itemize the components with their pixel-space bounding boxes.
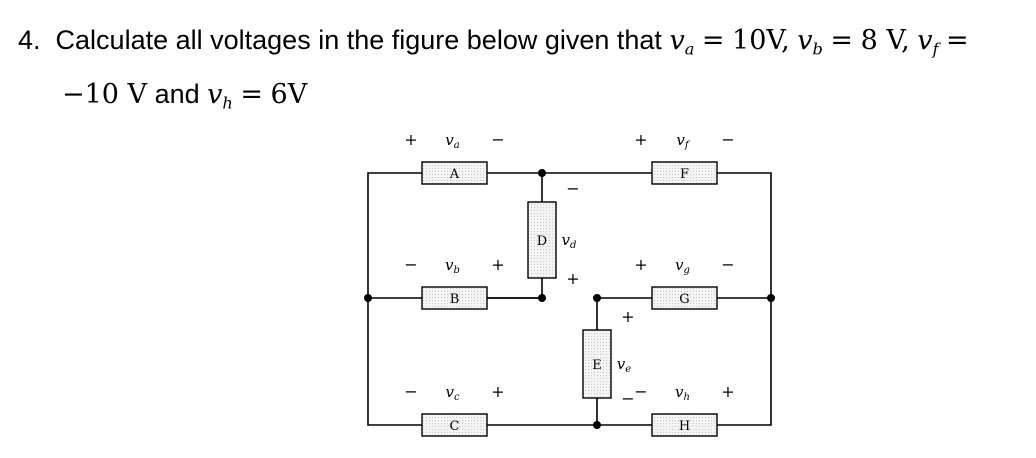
va-symbol: v xyxy=(669,25,685,56)
and-word: and xyxy=(154,78,200,109)
element-e xyxy=(583,307,635,408)
element-d xyxy=(528,179,580,288)
problem-text: Calculate all voltages in the figure below given that xyxy=(55,25,662,55)
node-center-left xyxy=(538,294,546,302)
voltage-label-e: $v_e$ xyxy=(616,355,632,375)
vb-value: 8 V xyxy=(860,25,902,56)
element-g xyxy=(634,255,734,309)
element-h-label: H xyxy=(678,419,691,434)
element-a xyxy=(404,130,504,184)
wire-center xyxy=(487,298,597,425)
vb-sub: b xyxy=(812,39,823,59)
element-d-label: D xyxy=(536,234,548,249)
element-b-label: B xyxy=(449,292,460,307)
element-f-right-sign: − xyxy=(721,130,735,149)
node-center-right xyxy=(593,294,601,302)
va-value: 10V xyxy=(732,25,782,56)
element-a-right-sign: − xyxy=(491,130,505,149)
element-c xyxy=(404,382,504,436)
voltage-label-g: $v_g$ xyxy=(675,256,690,276)
element-f-label: F xyxy=(679,167,690,182)
element-e-label: E xyxy=(592,358,602,373)
element-d-top-sign: − xyxy=(566,179,580,198)
voltage-label-c: $v_c$ xyxy=(445,383,460,403)
va-sub: a xyxy=(684,39,695,59)
element-a-left-sign: + xyxy=(404,130,418,149)
comma: , xyxy=(901,25,910,56)
voltage-label-h: $v_h$ xyxy=(675,383,690,403)
vf-sub: f xyxy=(932,39,939,59)
eq-sign: = xyxy=(830,25,854,56)
element-e-bottom-sign: − xyxy=(621,389,635,408)
eq-sign: = xyxy=(240,78,263,110)
voltage-label-a: $v_a$ xyxy=(445,131,460,151)
element-g-label: G xyxy=(679,292,690,307)
eq-sign: = xyxy=(946,25,969,56)
node-bottom xyxy=(593,421,601,429)
comma: , xyxy=(781,25,790,56)
element-b xyxy=(404,255,504,309)
eq-sign: = xyxy=(701,25,725,56)
voltage-label-f: $v_f$ xyxy=(676,131,689,151)
element-e-top-sign: + xyxy=(621,307,635,326)
element-b-right-sign: + xyxy=(491,255,505,274)
vh-symbol: v xyxy=(207,78,223,110)
vf-symbol: v xyxy=(917,25,933,56)
node-right xyxy=(767,294,775,302)
element-d-bottom-sign: + xyxy=(566,269,580,288)
voltage-label-d: $v_d$ xyxy=(561,231,577,251)
node-top xyxy=(538,169,546,177)
element-h-left-sign: − xyxy=(634,382,648,401)
vb-symbol: v xyxy=(797,25,813,56)
element-h xyxy=(634,382,734,436)
element-f-left-sign: + xyxy=(634,130,648,149)
vh-sub: h xyxy=(222,93,233,113)
element-f xyxy=(634,130,734,184)
element-c-right-sign: + xyxy=(491,382,505,401)
element-h-right-sign: + xyxy=(721,382,735,401)
voltage-label-b: $v_b$ xyxy=(445,256,460,276)
vf-value: −10 V xyxy=(62,78,148,110)
element-g-right-sign: − xyxy=(721,255,735,274)
problem-number: 4. xyxy=(18,25,41,55)
element-c-label: C xyxy=(449,419,460,434)
element-c-left-sign: − xyxy=(404,382,418,401)
element-g-left-sign: + xyxy=(634,255,648,274)
vh-value: 6V xyxy=(270,78,308,110)
element-b-left-sign: − xyxy=(404,255,418,274)
element-a-label: A xyxy=(449,167,460,182)
node-left xyxy=(364,294,372,302)
